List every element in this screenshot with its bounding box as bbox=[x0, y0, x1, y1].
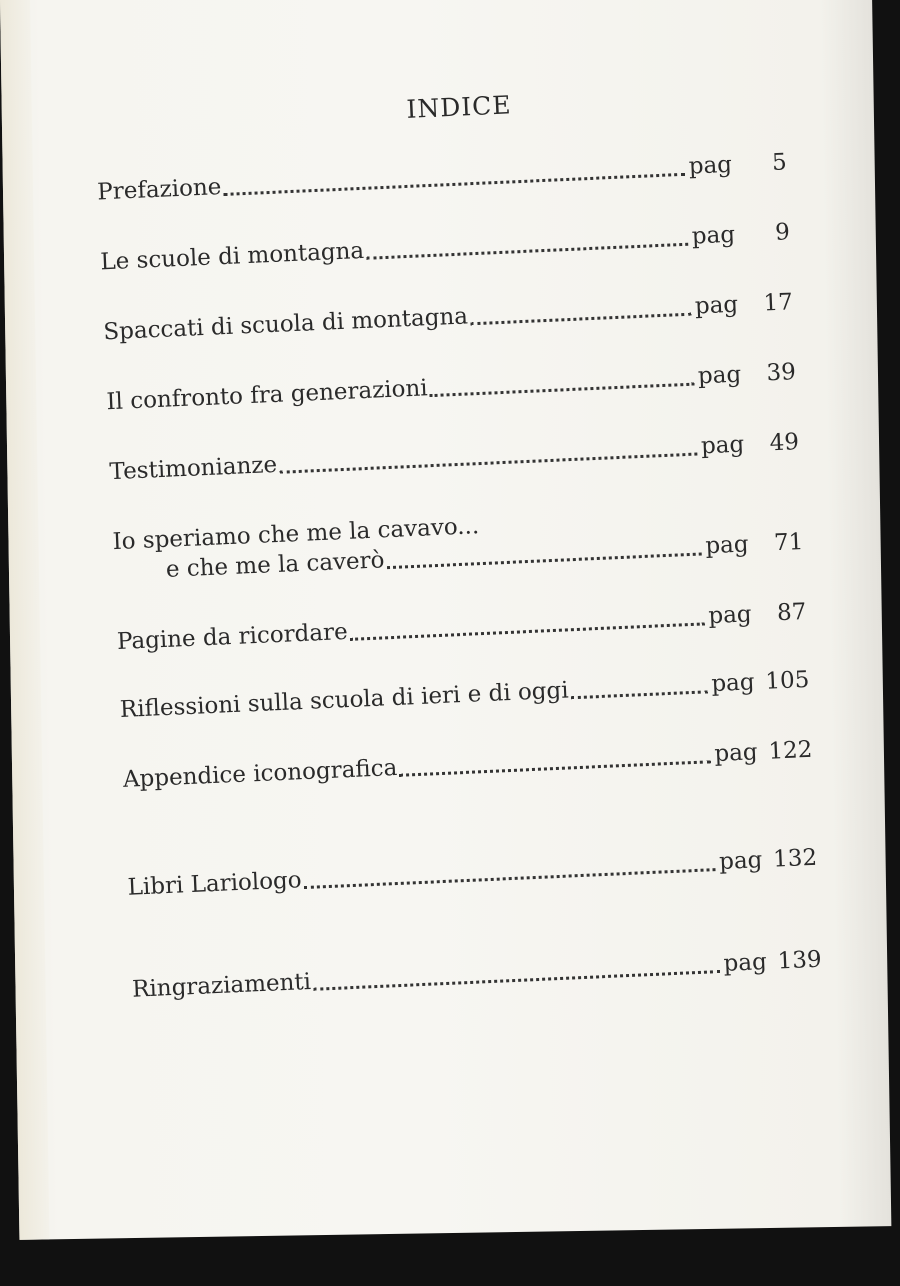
pag-label: pag bbox=[688, 151, 733, 180]
page-number: 49 bbox=[769, 429, 800, 457]
leader-dots bbox=[366, 242, 688, 260]
page-number: 9 bbox=[774, 219, 791, 246]
page-number: 132 bbox=[772, 844, 818, 873]
toc-entry-label-line1: Io speriamo che me la cavavo... bbox=[112, 513, 480, 556]
toc-entry-label: Il confronto fra generazioni bbox=[105, 375, 429, 416]
page-number: 87 bbox=[776, 598, 807, 627]
pag-label: pag bbox=[713, 739, 759, 768]
page-number: 5 bbox=[771, 149, 788, 176]
page-number: 17 bbox=[763, 289, 794, 317]
toc-entry-ringraziamenti bbox=[132, 945, 823, 1005]
page-number: 139 bbox=[777, 946, 823, 975]
leader-dots bbox=[350, 621, 705, 640]
leader-dots bbox=[387, 551, 702, 569]
page-number: 105 bbox=[764, 666, 810, 695]
leader-dots bbox=[224, 172, 686, 196]
page-edge bbox=[0, 0, 49, 1240]
toc-entry-pagine bbox=[116, 597, 807, 657]
leader-dots bbox=[304, 867, 716, 889]
pag-label: pag bbox=[707, 601, 753, 630]
index-title: INDICE bbox=[405, 90, 513, 124]
toc-entry-spaccati bbox=[103, 287, 794, 347]
leader-dots bbox=[571, 689, 708, 699]
pag-label: pag bbox=[723, 949, 768, 977]
toc-entry-label: e che me la caverò bbox=[165, 547, 385, 583]
leader-dots bbox=[470, 312, 691, 326]
toc-entry-label: Spaccati di scuola di montagna bbox=[102, 303, 469, 346]
pag-label: pag bbox=[710, 669, 756, 698]
toc-entry-confronto bbox=[106, 357, 797, 417]
toc-entry-testimonianze bbox=[109, 427, 800, 487]
pag-label: pag bbox=[700, 431, 745, 460]
toc-entry-label: Ringraziamenti bbox=[131, 968, 312, 1003]
leader-dots bbox=[279, 452, 697, 474]
toc-entry-scuole-montagna bbox=[100, 217, 791, 277]
toc-entry-prefazione bbox=[97, 147, 788, 207]
toc-entry-label: Testimonianze bbox=[109, 451, 278, 486]
page-number: 39 bbox=[766, 359, 797, 387]
page-number: 122 bbox=[767, 736, 813, 765]
toc-entry-io-speriamo bbox=[112, 497, 804, 587]
pag-label: pag bbox=[704, 531, 750, 560]
toc-entry-riflessioni bbox=[119, 665, 810, 725]
table-of-contents bbox=[94, 78, 822, 1004]
toc-entry-libri bbox=[127, 843, 818, 903]
toc-entry-label: Prefazione bbox=[96, 174, 222, 206]
toc-entry-label: Pagine da ricordare bbox=[116, 618, 349, 656]
toc-entry-label: Riflessioni sulla scuola di ieri e di oggi bbox=[119, 677, 570, 723]
toc-entry-label: Libri Lariologo bbox=[127, 867, 303, 901]
toc-entry-label: Le scuole di montagna bbox=[99, 237, 365, 276]
leader-dots bbox=[313, 969, 720, 991]
leader-dots bbox=[399, 759, 710, 777]
pag-label: pag bbox=[694, 291, 739, 320]
page-number: 71 bbox=[773, 529, 804, 557]
toc-entry-appendice bbox=[122, 735, 813, 795]
pag-label: pag bbox=[691, 221, 736, 250]
pag-label: pag bbox=[697, 361, 742, 390]
pag-label: pag bbox=[718, 847, 763, 875]
toc-entry-label: Appendice iconografica bbox=[122, 754, 398, 793]
leader-dots bbox=[430, 382, 695, 398]
